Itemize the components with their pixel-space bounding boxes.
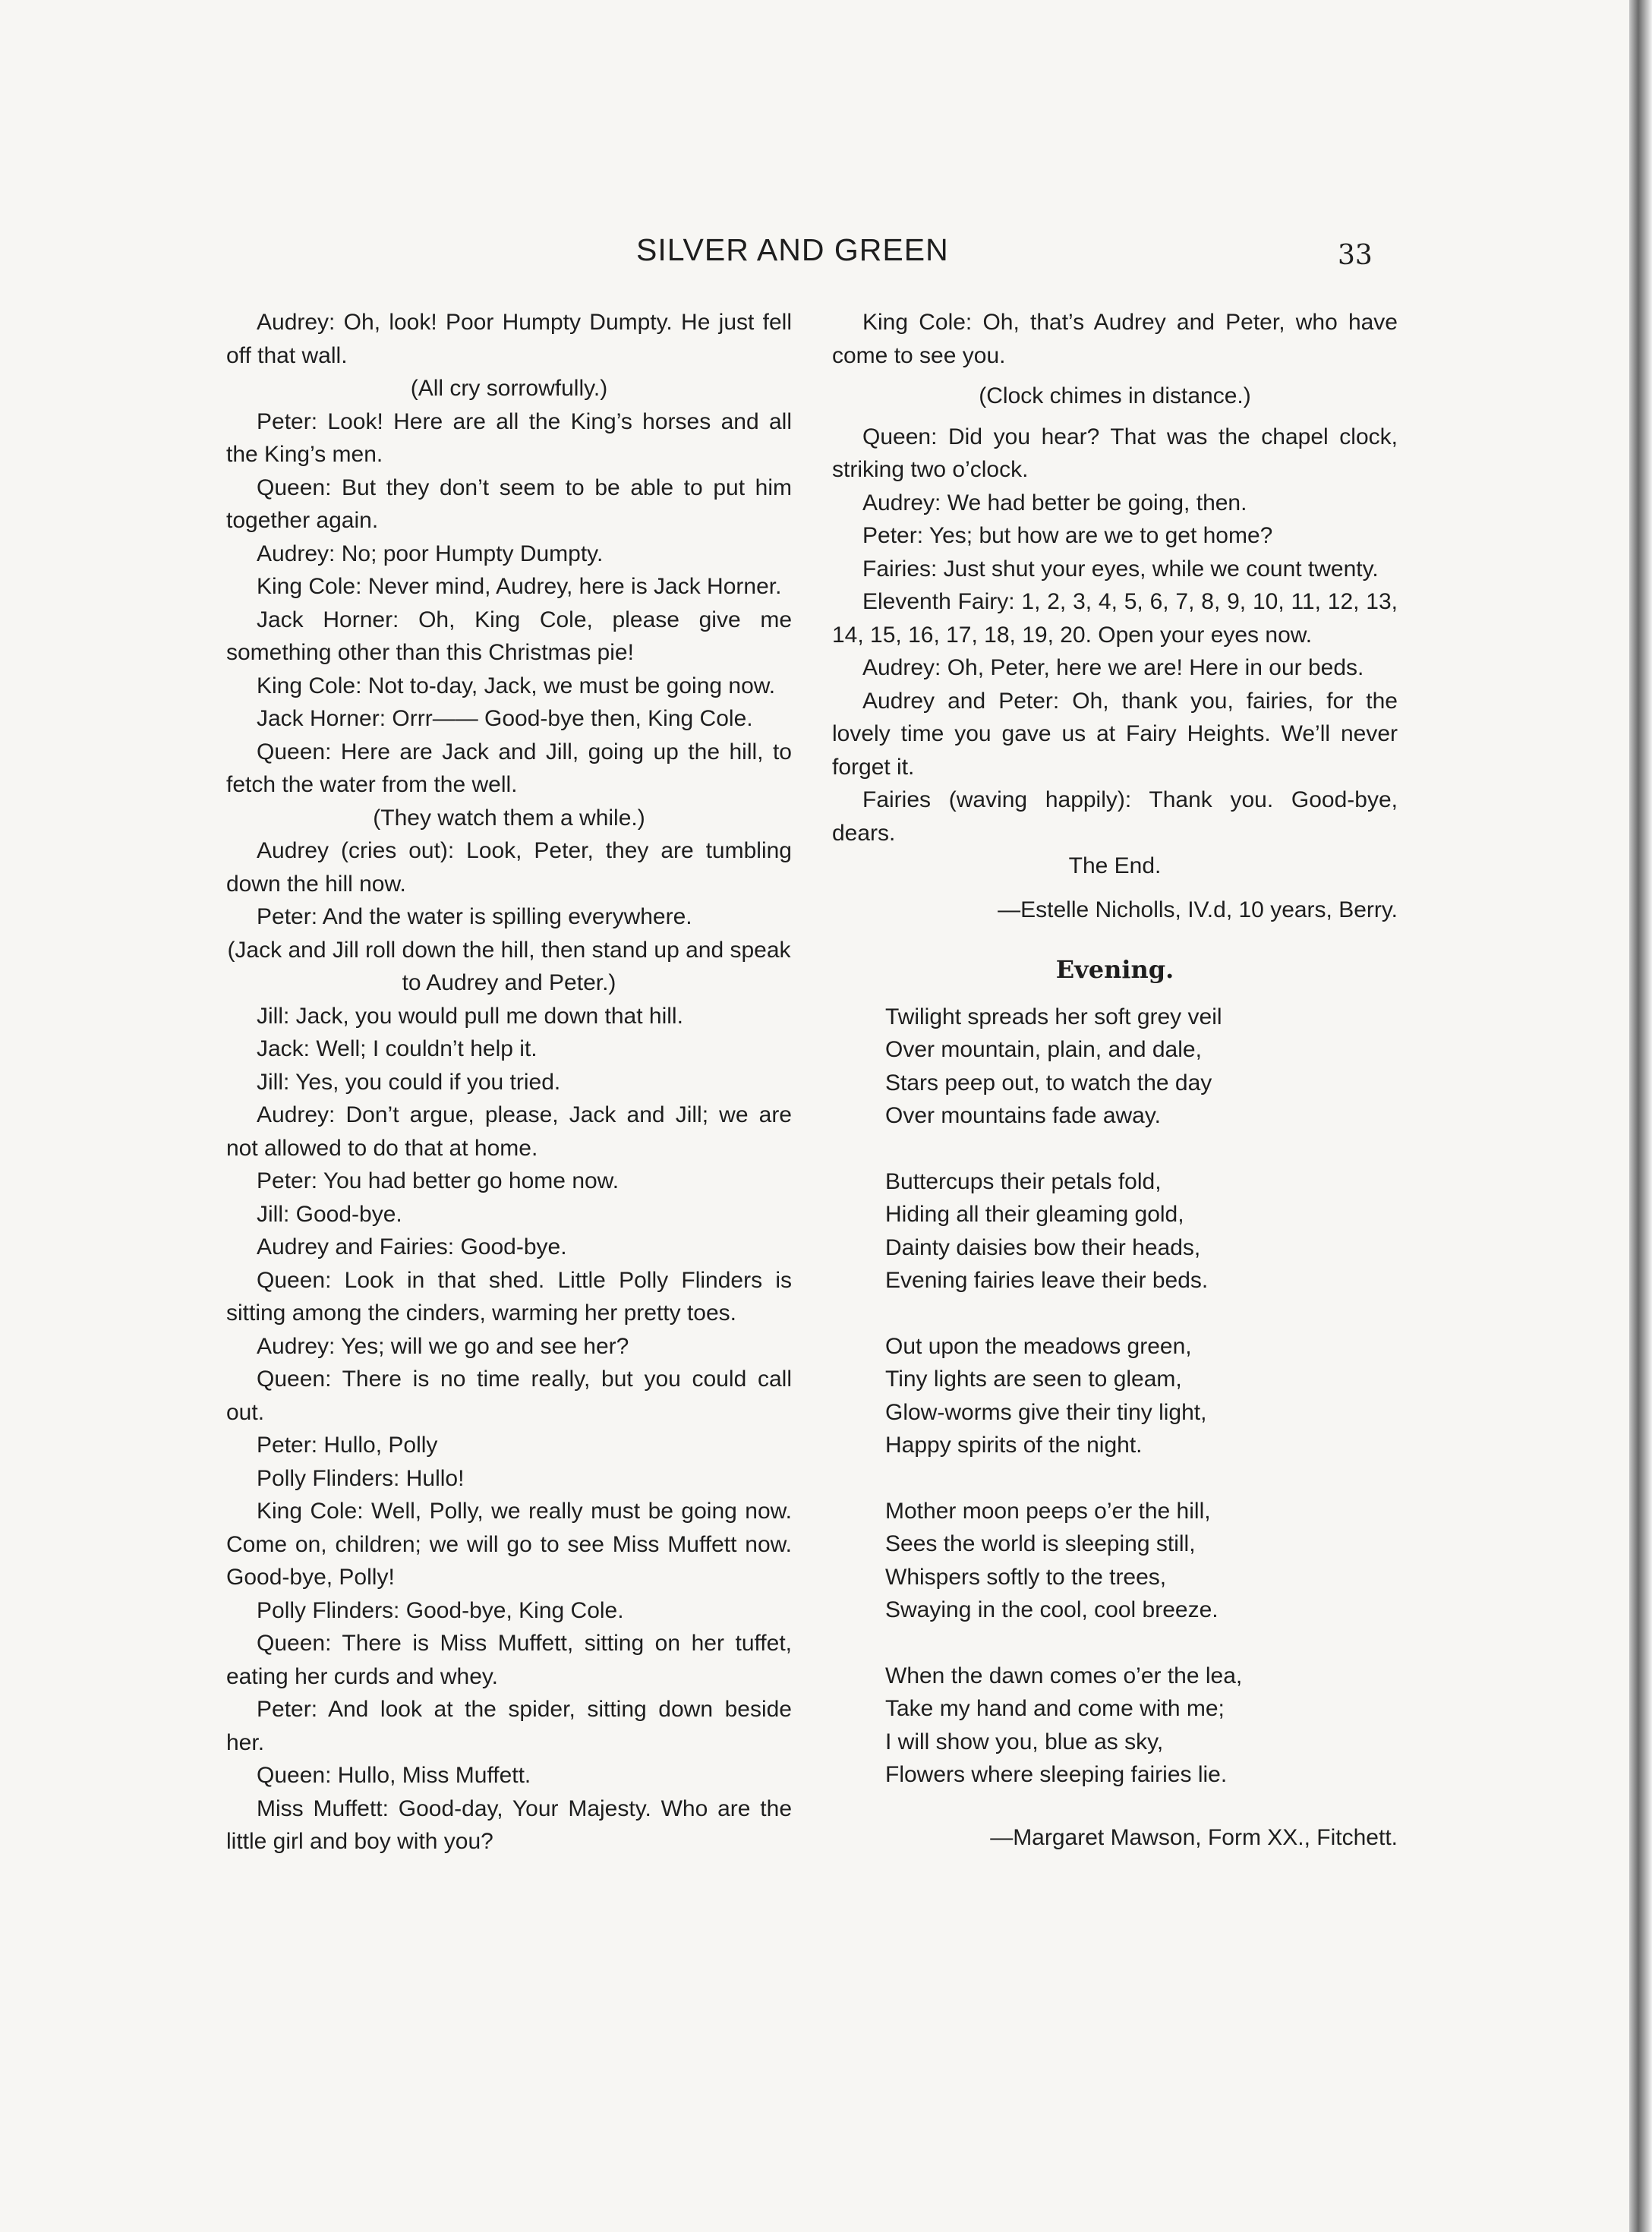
poem-line: Take my hand and come with me; [885,1696,1225,1721]
dialogue-paragraph: Queen: But they don’t seem to be able to put him together again. [226,474,792,533]
dialogue-paragraph: Audrey and Fairies: Good-bye. [257,1234,567,1259]
page-number: 33 [1338,240,1373,271]
poem-line: Over mountain, plain, and dale, [885,1037,1202,1062]
dialogue-paragraph: Audrey: We had better be going, then. [862,490,1247,515]
poem-title: Evening. [1055,955,1174,984]
author-signature: —Estelle Nicholls, IV.d, 10 years, Berry. [998,897,1398,922]
poem-line: I will show you, blue as sky, [885,1729,1164,1754]
poem-line: Out upon the meadows green, [885,1333,1192,1359]
poem-stanza [832,1330,1398,1462]
dialogue-paragraph: King Cole: Oh, that’s Audrey and Peter, who have come to see you. [832,310,1398,368]
dialogue-paragraph: Queen: Hullo, Miss Muffett. [257,1763,531,1788]
dialogue-paragraph: Audrey and Peter: Oh, thank you, fairies, for the lovely time you gave us at Fairy Heights. We’ll never forget it. [832,688,1398,780]
dialogue-paragraph: Jill: Yes, you could if you tried. [257,1069,561,1095]
page-title: SILVER AND GREEN [636,232,949,267]
dialogue-paragraph: Polly Flinders: Good-bye, King Cole. [257,1597,624,1623]
dialogue-paragraph: Peter: You had better go home now. [257,1168,620,1193]
poem-line: Over mountains fade away. [885,1103,1161,1128]
poem-stanza [832,1001,1398,1133]
stage-direction: (All cry sorrowfully.) [410,376,608,401]
dialogue-paragraph: Queen: Did you hear? That was the chapel clock, striking two o’clock. [832,424,1398,482]
poem-line: Happy spirits of the night. [885,1433,1143,1458]
left-column [226,306,792,1858]
stage-direction: (Clock chimes in distance.) [979,383,1251,408]
dialogue-paragraph: King Cole: Never mind, Audrey, here is Jack Horner. [257,574,782,599]
dialogue-paragraph: Queen: There is Miss Muffett, sitting on her tuffet, eating her curds and whey. [226,1631,792,1689]
poem-line: Tiny lights are seen to gleam, [885,1367,1182,1392]
dialogue-paragraph: Peter: Hullo, Polly [257,1433,438,1458]
poem-line: Evening fairies leave their beds. [885,1268,1209,1293]
dialogue-paragraph: Fairies (waving happily): Thank you. Good-bye, dears. [832,787,1398,846]
poem-stanza [832,1165,1398,1297]
poem-line: Stars peep out, to watch the day [885,1070,1212,1096]
stage-direction: (They watch them a while.) [373,805,645,831]
page-edge [1629,0,1652,2232]
dialogue-paragraph: Jack: Well; I couldn’t help it. [257,1036,538,1061]
poem-line: Mother moon peeps o’er the hill, [885,1498,1211,1524]
dialogue-paragraph: Peter: And the water is spilling everywhere. [257,904,692,929]
dialogue-paragraph: Polly Flinders: Hullo! [257,1465,465,1491]
dialogue-paragraph: Audrey: Oh, look! Poor Humpty Dumpty. He just fell off that wall. [226,310,792,368]
dialogue-paragraph: Audrey: Oh, Peter, here we are! Here in our beds. [862,655,1364,680]
poem-stanza [832,1660,1398,1792]
dialogue-paragraph: Fairies: Just shut your eyes, while we count twenty. [862,556,1379,582]
poem-signature: —Margaret Mawson, Form XX., Fitchett. [990,1824,1398,1850]
dialogue-paragraph: Audrey: Yes; will we go and see her? [257,1333,629,1359]
dialogue-paragraph: Queen: There is no time really, but you could call out. [226,1367,792,1425]
dialogue-paragraph: King Cole: Not to-day, Jack, we must be going now. [257,673,776,698]
poem-line: Swaying in the cool, cool breeze. [885,1597,1219,1622]
dialogue-paragraph: Peter: And look at the spider, sitting down beside her. [226,1697,792,1755]
poem-line: Sees the world is sleeping still, [885,1531,1196,1556]
dialogue-paragraph: Jack Horner: Oh, King Cole, please give me something other than this Christmas pie! [226,607,792,665]
dialogue-paragraph: Peter: Yes; but how are we to get home? [862,523,1273,548]
dialogue-paragraph: Audrey: Don’t argue, please, Jack and Jill; we are not allowed to do that at home. [226,1102,792,1161]
poem-stanza [832,1495,1398,1627]
poem-line: Dainty daisies bow their heads, [885,1234,1201,1260]
dialogue-paragraph: Queen: Look in that shed. Little Polly Flinders is sitting among the cinders, warming her pretty toes. [226,1267,792,1326]
dialogue-paragraph: Jill: Jack, you would pull me down that hill. [257,1003,683,1029]
poem-line: Glow-worms give their tiny light, [885,1399,1207,1425]
poem-line: Hiding all their gleaming gold, [885,1202,1184,1227]
dialogue-paragraph: Miss Muffett: Good-day, Your Majesty. Who are the little girl and boy with you? [226,1795,792,1854]
dialogue-paragraph: Eleventh Fairy: 1, 2, 3, 4, 5, 6, 7, 8, 9, 10, 11, 12, 13, 14, 15, 16, 17, 18, 19, 20. Open your eyes now. [832,589,1398,648]
dialogue-paragraph: Jill: Good-bye. [257,1201,402,1227]
poem-line: When the dawn comes o’er the lea, [885,1663,1243,1688]
poem-line: Whispers softly to the trees, [885,1564,1167,1590]
poem-line: Flowers where sleeping fairies lie. [885,1762,1228,1787]
poem-line: Buttercups their petals fold, [885,1168,1162,1194]
right-column [832,306,1398,1854]
dialogue-paragraph: Peter: Look! Here are all the King’s horses and all the King’s men. [226,408,792,467]
dialogue-paragraph: Audrey (cries out): Look, Peter, they are tumbling down the hill now. [226,838,792,897]
stage-direction: (Jack and Jill roll down the hill, then stand up and speak to Audrey and Peter.) [227,937,791,995]
stage-direction: The End. [1068,853,1162,878]
dialogue-paragraph: Queen: Here are Jack and Jill, going up the hill, to fetch the water from the well. [226,739,792,797]
dialogue-paragraph: Audrey: No; poor Humpty Dumpty. [257,541,604,566]
poem-line: Twilight spreads her soft grey veil [885,1004,1222,1029]
dialogue-paragraph: King Cole: Well, Polly, we really must be going now. Come on, children; we will go to see Miss Muffett now. Good-bye, Polly! [226,1499,792,1590]
poem-body [832,1001,1398,1792]
dialogue-paragraph: Jack Horner: Orrr—— Good-bye then, King Cole. [257,706,753,731]
